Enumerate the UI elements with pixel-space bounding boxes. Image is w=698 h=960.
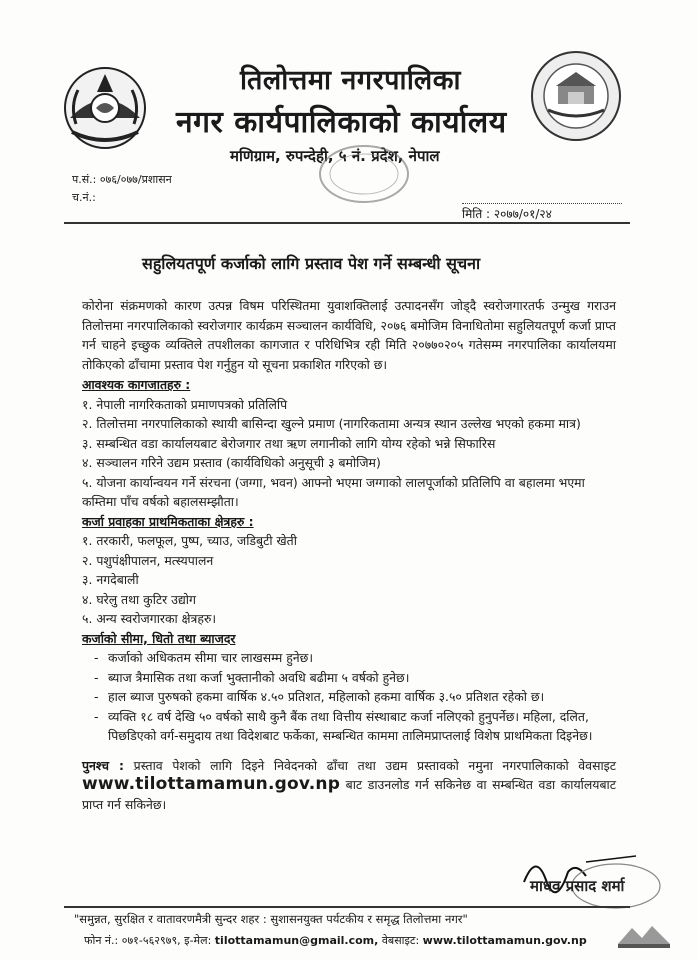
office-name: नगर कार्यपालिकाको कार्यालय bbox=[176, 105, 507, 140]
list-item: ३. नगदेबाली bbox=[82, 572, 139, 587]
footer-slogan: "समुन्नत, सुरक्षित र वातावरणमैत्री सुन्दर शहर : सुशासनयुक्त पर्यटकीय र समृद्ध तिलोत्तमा नगर" bbox=[74, 912, 468, 926]
footer-website-link[interactable]: www.tilottamamun.gov.np bbox=[422, 934, 587, 947]
list-item: २. पशुपंक्षीपालन, मत्स्यपालन bbox=[82, 552, 214, 568]
issue-date: मिति : २०७७/०१/२४ bbox=[462, 207, 552, 221]
office-address: मणिग्राम, रुपन्देही, ५ नं. प्रदेश, नेपाल bbox=[230, 147, 440, 165]
header-divider bbox=[64, 222, 630, 224]
website-link[interactable]: www.tilottamamun.gov.np bbox=[82, 774, 341, 794]
list-item: १. तरकारी, फलफूल, पुष्प, च्याउ, जडिबुटी खेती bbox=[82, 533, 297, 548]
postscript-text: प्रस्ताव पेशको लागि दिइने निवेदनको ढाँचा तथा उद्यम प्रस्तावको नमुना नगरपालिकाको वेवसाइट bbox=[133, 757, 616, 773]
postscript-label: पुनश्च : bbox=[82, 757, 125, 773]
notice-body bbox=[82, 296, 616, 814]
notice-subject: सहुलियतपूर्ण कर्जाको लागि प्रस्ताव पेश गर्ने सम्बन्धी सूचना bbox=[142, 254, 481, 273]
list-item: १. नेपाली नागरिकताको प्रमाणपत्रको प्रतिलिपि bbox=[82, 396, 288, 412]
list-item: ४. घरेलु तथा कुटिर उद्योग bbox=[82, 591, 196, 607]
terms-heading: कर्जाको सीमा, धितो तथा ब्याजदर bbox=[82, 630, 236, 646]
footer-divider bbox=[64, 906, 630, 908]
visit-nepal-2020-logo bbox=[614, 920, 674, 952]
documents-heading: आवश्यक कागजातहरु : bbox=[82, 377, 191, 392]
list-item: - ब्याज त्रैमासिक तथा कर्जा भुक्तानीको अवधि बढीमा ५ वर्षको हुनेछ। bbox=[94, 669, 410, 685]
signatory-name: माधव प्रसाद शर्मा bbox=[530, 877, 625, 895]
phone-label: फोन नं.: ०७१-५६२९७९, इ-मेल: bbox=[84, 934, 212, 947]
web-label: वेबसाइट: bbox=[381, 934, 420, 947]
list-item: - कर्जाको अधिकतम सीमा चार लाखसम्म हुनेछ। bbox=[94, 650, 314, 665]
municipality-name: तिलोत्तमा नगरपालिका bbox=[240, 65, 461, 96]
footer-contact bbox=[84, 933, 587, 948]
list-item: ४. सञ्चालन गरिने उद्यम प्रस्ताव (कार्यविधिको अनुसूची ३ बमोजिम) bbox=[82, 455, 381, 470]
list-item: २. तिलोत्तमा नगरपालिकाको स्थायी बासिन्दा खुल्ने प्रमाण (नागरिकतामा अन्यत्र स्थान उल्लेख भएको हकमा मात्र) bbox=[82, 416, 581, 431]
nepal-emblem-icon bbox=[60, 62, 150, 152]
dispatch-number: च.नं.: bbox=[72, 191, 96, 204]
date-dotted-line bbox=[462, 203, 622, 204]
postscript-text-end: बाट डाउनलोड गर्न सकिनेछ वा सम्बन्धित वडा कार्यालयबाट प्राप्त गर्न सकिनेछ। bbox=[82, 777, 616, 812]
list-item: ५. योजना कार्यान्वयन गर्ने संरचना (जग्गा, भवन) आफ्नो भएमा जग्गाको लालपूर्जाको प्रतिलिपि वा बहालमा भएमा कम्तिमा पाँच वर्षको बहालसम्झौता। bbox=[82, 474, 585, 509]
postscript-note bbox=[82, 756, 616, 815]
list-item: - हाल ब्याज पुरुषको हकमा वार्षिक ४.५० प्रतिशत, महिलाको हकमा वार्षिक ३.५० प्रतिशत रहेको छ। bbox=[94, 689, 545, 704]
priorities-heading: कर्जा प्रवाहका प्राथमिकताका क्षेत्रहरु : bbox=[82, 513, 254, 529]
list-item: ३. सम्बन्धित वडा कार्यालयबाट बेरोजगार तथा ऋण लगानीको लागि योग्य रहेको भन्ने सिफारिस bbox=[82, 435, 496, 451]
office-stamp-icon bbox=[316, 142, 412, 206]
list-item: - व्यक्ति १८ वर्ष देखि ५० वर्षको साथै कुनै बैंक तथा वित्तीय संस्थाबाट कर्जा नलिएको हुनुपर्नेछ। महिला, दलित, पिछडिएको वर्ग-समुदाय तथा विदेशबाट फर्केका, सम्बन्धित काममा तालिमप्राप्तलाई विशेष प्राथमिकता दिइनेछ। bbox=[94, 708, 593, 743]
list-item: ५. अन्य स्वरोजगारका क्षेत्रहरु। bbox=[82, 611, 217, 626]
municipality-seal-icon bbox=[528, 48, 624, 144]
email-link[interactable]: tilottamamun@gmail.com, bbox=[214, 934, 379, 947]
reference-number: प.सं.: ०७६/०७७/प्रशासन bbox=[72, 173, 172, 186]
intro-paragraph: कोरोना संक्रमणको कारण उत्पन्न विषम परिस्थितमा युवाशक्तिलाई उत्पादनसँग जोड्दै स्वरोजगारतर्फ उन्मुख गराउन तिलोत्तमा नगरपालिकाको स्वरोजगार कार्यक्रम सञ्चालन कार्यविधि, २०७६ बमोजिम विनाधितोमा सहुलियतपूर्ण कर्जा प्राप्त गर्न चाहने इच्छुक व्यक्तिले तपशीलका कागजात र परिधिभित्र रही मिति २०७७०२०५ गतेसम्म नगरपालिका कार्यालयमा तोकिएको ढाँचामा प्रस्ताव पेश गर्नुहुन यो सूचना प्रकाशित गरिएको छ। bbox=[82, 298, 616, 372]
